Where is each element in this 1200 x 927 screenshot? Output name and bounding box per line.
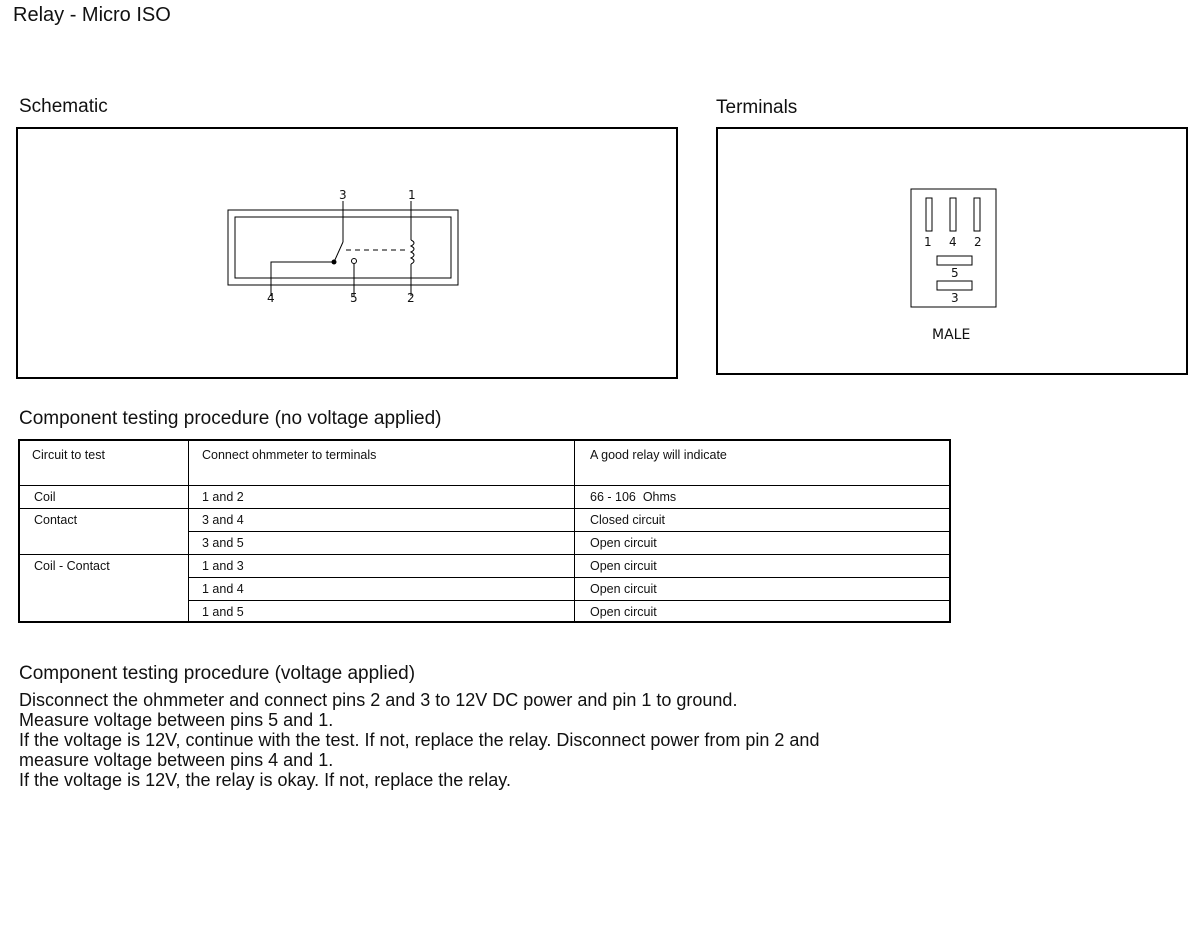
table-cell-result: Open circuit [590, 536, 657, 550]
column-header-terminals: Connect ohmmeter to terminals [202, 448, 377, 462]
table-cell-terminals: 3 and 4 [202, 513, 244, 527]
terminal-3-label: 3 [951, 291, 959, 305]
terminal-2-blade [974, 198, 980, 231]
schematic-heading: Schematic [19, 96, 108, 117]
terminal-5-label: 5 [951, 266, 959, 280]
resistance-test-table [18, 439, 951, 623]
schematic-panel [16, 127, 678, 379]
row-divider [20, 508, 949, 509]
terminal-5-blade [937, 256, 972, 265]
table-cell-result: Open circuit [590, 582, 657, 596]
no-contact-point [352, 259, 357, 264]
table-cell-terminals: 1 and 5 [202, 605, 244, 619]
table-cell-circuit: Coil [34, 490, 56, 504]
instruction-line: If the voltage is 12V, the relay is okay. If not, replace the relay. [19, 770, 511, 790]
table-cell-result: 66 - 106 Ohms [590, 490, 677, 504]
pin-2-label: 2 [407, 291, 415, 305]
connector-terminal-diagram [908, 184, 1008, 314]
terminal-1-label: 1 [924, 235, 932, 249]
row-divider [188, 600, 949, 601]
terminal-1-blade [926, 198, 932, 231]
terminal-4-label: 4 [949, 235, 957, 249]
instruction-line: measure voltage between pins 4 and 1. [19, 750, 334, 770]
pin-4-lead [271, 262, 332, 296]
common-contact-dot [332, 260, 337, 265]
column-header-circuit: Circuit to test [32, 448, 105, 462]
no-voltage-test-heading: Component testing procedure (no voltage applied) [19, 408, 442, 429]
table-cell-result: Closed circuit [590, 513, 666, 527]
pin-3-label: 3 [339, 188, 347, 202]
row-divider [188, 531, 949, 532]
table-cell-terminals: 3 and 5 [202, 536, 244, 550]
table-cell-circuit: Coil - Contact [34, 559, 110, 573]
terminals-heading: Terminals [716, 97, 798, 118]
terminals-panel [716, 127, 1188, 375]
voltage-test-heading: Component testing procedure (voltage applied) [19, 663, 416, 684]
table-cell-result: Open circuit [590, 605, 657, 619]
page-title: Relay - Micro ISO [13, 4, 171, 26]
table-cell-circuit: Contact [34, 513, 78, 527]
pin-1-label: 1 [408, 188, 416, 202]
terminal-4-blade [950, 198, 956, 231]
switch-arm [334, 242, 343, 262]
instruction-line: If the voltage is 12V, continue with the test. If not, replace the relay. Disconnect power from pin 2 and [19, 730, 820, 750]
terminal-2-label: 2 [974, 235, 982, 249]
table-cell-terminals: 1 and 2 [202, 490, 244, 504]
table-cell-result: Open circuit [590, 559, 657, 573]
instruction-line: Measure voltage between pins 5 and 1. [19, 710, 334, 730]
relay-schematic-diagram [218, 184, 488, 314]
column-header-result: A good relay will indicate [590, 448, 727, 462]
table-cell-terminals: 1 and 4 [202, 582, 244, 596]
header-divider [20, 485, 949, 486]
table-cell-terminals: 1 and 3 [202, 559, 244, 573]
voltage-test-instructions [19, 690, 899, 790]
row-divider [188, 577, 949, 578]
row-divider [20, 554, 949, 555]
terminal-3-blade [937, 281, 972, 290]
pin-5-label: 5 [350, 291, 358, 305]
instruction-line: Disconnect the ohmmeter and connect pins 2 and 3 to 12V DC power and pin 1 to ground. [19, 690, 738, 710]
connector-type-label: MALE [932, 327, 971, 343]
pin-4-label: 4 [267, 291, 275, 305]
coil-winding [411, 240, 414, 264]
